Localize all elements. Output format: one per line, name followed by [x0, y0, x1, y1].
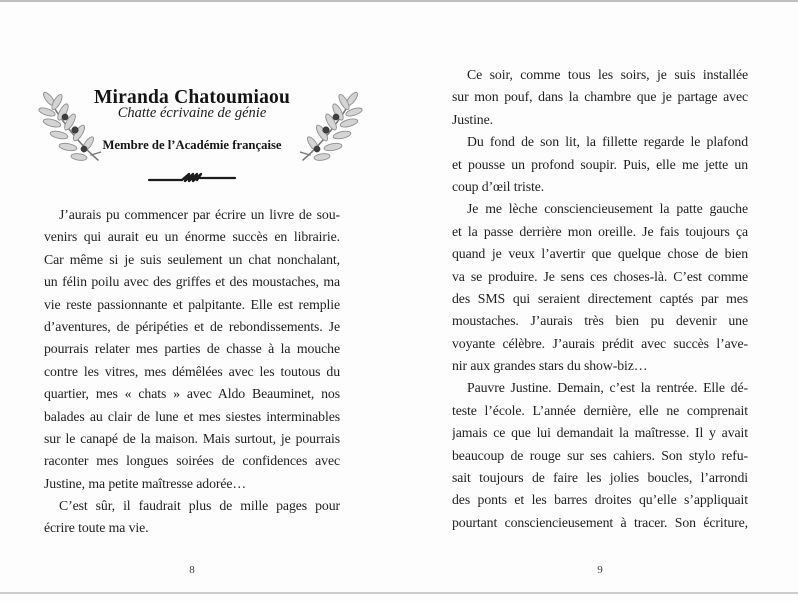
- text-line: et pousse un profond soupir. Puis, elle me jette un: [452, 156, 748, 172]
- right-page: [452, 0, 748, 601]
- text-line: d’aventures, de péripéties et de rebondissements. Je: [44, 318, 340, 334]
- text-line: va se produire. Je sens ces choses-là. C’est comme: [452, 268, 748, 284]
- text-line: voyante célèbre. J’aurais prédit avec succès l’ave-: [452, 335, 748, 351]
- text-line: sur le canapé de la maison. Mais surtout, je pourrais: [44, 430, 340, 446]
- left-page-text: [44, 204, 340, 540]
- text-line: Pauvre Justine. Demain, c’est la rentrée. Elle dé-: [467, 380, 748, 396]
- text-line: teste l’école. L’année dernière, elle ne comprenait: [452, 402, 748, 418]
- author-subtitle: Chatte écrivaine de génie: [117, 105, 267, 121]
- text-line: des ponts et les barres droites qu’elle s’appliquait: [452, 492, 748, 508]
- right-page-text: [452, 64, 748, 534]
- text-line: Justine, ma petite maîtresse adorée…: [44, 475, 247, 491]
- left-page: [44, 0, 340, 601]
- page-number-left: 8: [189, 564, 195, 576]
- text-line: pourtant consciencieusement à tracer. Son écriture,: [452, 514, 748, 530]
- page-number-right: 9: [597, 564, 603, 576]
- rope-twist-divider-icon: [44, 170, 340, 186]
- text-line: venirs qui aurait eu un énorme succès en librairie.: [44, 229, 340, 245]
- text-line: jamais ce que lui demandait la maîtresse. Il y avait: [452, 425, 748, 441]
- text-line: nir aux grandes stars du show-biz…: [452, 358, 648, 374]
- text-line: contre les vitres, mes démêlées avec les toutous du: [44, 363, 340, 379]
- author-name-title: Miranda Chatoumiaou: [93, 87, 291, 109]
- text-line: quartier, mes « chats » avec Aldo Beauminet, nos: [44, 386, 340, 402]
- text-line: beaucoup de rouge sur ses cahiers. Son stylo refu-: [452, 447, 748, 463]
- text-line: Justine.: [452, 111, 493, 127]
- text-line: raconter mes longues soirées de confidences avec: [44, 453, 340, 469]
- text-line: et la passe derrière mon oreille. Je fais toujours ça: [452, 223, 748, 239]
- text-line: balades au clair de lune et mes siestes interminables: [44, 408, 340, 424]
- text-line: pourrais relater mes parties de chasse à la mouche: [44, 341, 340, 357]
- bottom-border-line: [0, 592, 798, 594]
- text-line: Ce soir, comme tous les soirs, je suis installée: [467, 67, 748, 82]
- text-line: J’aurais pu commencer par écrire un livre de sou-: [59, 207, 340, 222]
- text-line: Car même si je suis seulement un chat nonchalant,: [44, 251, 340, 267]
- text-line: des SMS qui seraient directement captés par mes: [452, 290, 748, 306]
- olive-branch-icon-mirrored: [300, 86, 366, 166]
- text-line: vie reste passionnante et palpitante. Elle est remplie: [44, 296, 340, 312]
- text-line: coup d’œil triste.: [452, 178, 545, 194]
- text-line: un félin poilu avec des griffes et des moustaches, ma: [44, 274, 340, 290]
- text-line: sur mon pouf, dans la chambre que je partage avec: [452, 89, 748, 105]
- text-line: Du fond de son lit, la fillette regarde le plafond: [467, 134, 748, 150]
- text-line: quand je veux l’avertir que quelque chose de bien: [452, 246, 748, 262]
- text-line: écrire toute ma vie.: [44, 520, 149, 536]
- academy-membership-line: Membre de l’Académie française: [102, 138, 282, 152]
- text-line: moustaches. J’aurais très bien pu devenir une: [452, 313, 748, 329]
- text-line: C’est sûr, il faudrait plus de mille pages pour: [59, 498, 340, 514]
- text-line: Je me lèche consciencieusement la patte gauche: [467, 201, 748, 217]
- text-line: sait toujours de faire les jolies boucles, l’arrondi: [452, 470, 748, 486]
